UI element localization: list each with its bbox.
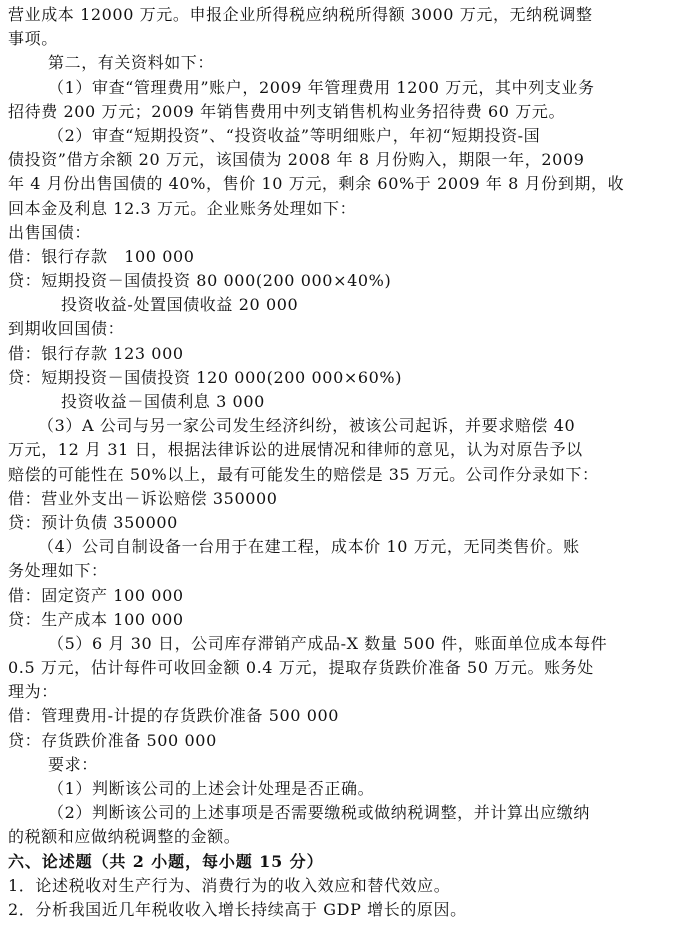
text-line: 贷：短期投资－国债投资 80 000(200 000×40%) bbox=[8, 271, 392, 291]
section-heading: 六、论述题（共 2 小题，每小题 15 分） bbox=[8, 851, 324, 871]
text-line: 的税额和应做纳税调整的金额。 bbox=[8, 827, 241, 847]
text-line: （1）判断该公司的上述会计处理是否正确。 bbox=[48, 779, 375, 798]
text-line: 借：银行存款 123 000 bbox=[8, 343, 184, 363]
text-line: 理为： bbox=[8, 682, 58, 702]
text-line: （1）审查“管理费用”账户，2009 年管理费用 1200 万元，其中列支业务 bbox=[48, 77, 595, 97]
text-line: （5）6 月 30 日，公司库存滞销产成品-X 数量 500 件，账面单位成本每件 bbox=[48, 633, 608, 653]
text-line: 借：固定资产 100 000 bbox=[8, 585, 184, 605]
text-line: 贷：预计负债 350000 bbox=[8, 512, 178, 532]
text-line: 营业成本 12000 万元。申报企业所得税应纳税所得额 3000 万元，无纳税调整 bbox=[8, 5, 593, 24]
text-line: 赔偿的可能性在 50%以上，最有可能发生的赔偿是 35 万元。公司作分录如下： bbox=[8, 464, 599, 484]
text-line: 要求： bbox=[48, 754, 98, 774]
text-line: 事项。 bbox=[8, 29, 58, 49]
text-line: （2）判断该公司的上述事项是否需要缴税或做纳税调整，并计算出应缴纳 bbox=[48, 803, 590, 823]
text-line: 回本金及利息 12.3 万元。企业账务处理如下： bbox=[8, 198, 357, 218]
text-line: 1．论述税收对生产行为、消费行为的收入效应和替代效应。 bbox=[8, 875, 451, 895]
text-line: （3）A 公司与另一家公司发生经济纠纷，被该公司起诉，并要求赔偿 40 bbox=[38, 416, 576, 436]
text-line: 借：管理费用-计提的存货跌价准备 500 000 bbox=[8, 706, 340, 726]
text-line: 务处理如下： bbox=[8, 561, 108, 581]
text-line: （2）审查“短期投资”、“投资收益”等明细账户，年初“短期投资-国 bbox=[48, 125, 541, 145]
text-line: 到期收回国债： bbox=[8, 319, 125, 339]
text-line: 投资收益－国债利息 3 000 bbox=[61, 392, 265, 411]
text-line: 年 4 月份出售国债的 40%，售价 10 万元，剩余 60%于 2009 年 8 月份到期，收 bbox=[8, 174, 625, 194]
text-line: 第二，有关资料如下： bbox=[48, 53, 215, 73]
text-line: 借：营业外支出－诉讼赔偿 350000 bbox=[8, 488, 278, 508]
text-line: 2．分析我国近几年税收收入增长持续高于 GDP 增长的原因。 bbox=[8, 899, 467, 919]
text-line: 出售国债： bbox=[8, 222, 92, 242]
text-line: 投资收益-处置国债收益 20 000 bbox=[61, 295, 299, 315]
text-line: 万元，12 月 31 日，根据法律诉讼的进展情况和律师的意见，认为对原告予以 bbox=[8, 440, 583, 460]
text-line: 借：银行存款 100 000 bbox=[8, 246, 195, 266]
text-line: 贷：短期投资－国债投资 120 000(200 000×60%) bbox=[8, 367, 403, 387]
text-line: 贷：生产成本 100 000 bbox=[8, 609, 184, 629]
text-line: 招待费 200 万元；2009 年销售费用中列支销售机构业务招待费 60 万元。 bbox=[8, 101, 566, 121]
text-line: （4）公司自制设备一台用于在建工程，成本价 10 万元，无同类售价。账 bbox=[38, 537, 580, 557]
text-line: 0.5 万元，估计每件可收回金额 0.4 万元，提取存货跌价准备 50 万元。账务处 bbox=[8, 658, 594, 678]
text-line: 债投资”借方余额 20 万元，该国债为 2008 年 8 月份购入，期限一年，2009 bbox=[8, 150, 585, 170]
text-line: 贷：存货跌价准备 500 000 bbox=[8, 730, 217, 750]
